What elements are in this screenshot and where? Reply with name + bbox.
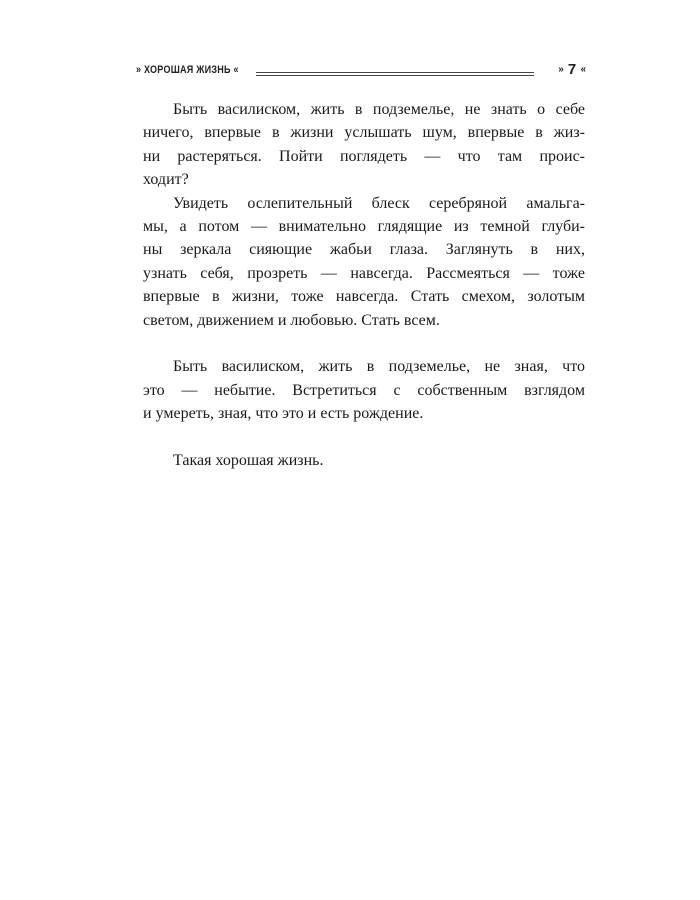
paragraph-gap (143, 332, 585, 355)
paragraph-3 (143, 355, 585, 425)
paragraph-line: впервые в жизни, тоже навсегда. Стать смехом, золотым (143, 288, 585, 306)
paragraph-line: ны зеркала сияющие жабьи глаза. Заглянуть в них, (143, 241, 585, 259)
running-head-rule (256, 72, 534, 76)
paragraph-line: и умереть, зная, что это и есть рождение. (143, 405, 424, 423)
paragraph-2 (143, 192, 585, 332)
paragraph-line: ходит? (143, 171, 189, 189)
paragraph-1 (143, 98, 585, 192)
running-head-title: » ХОРОШАЯ ЖИЗНЬ « (136, 64, 239, 76)
paragraph-4 (143, 449, 585, 472)
body-text (143, 98, 585, 472)
paragraph-gap (143, 426, 585, 449)
page-number-value: 7 (567, 61, 577, 78)
paragraph-line: светом, движением и любовью. Стать всем. (143, 311, 440, 329)
page-number (558, 61, 586, 78)
folio-ornament-left: » (558, 64, 564, 75)
paragraph-line: это –– небытие. Встретиться с собственным взглядом (143, 381, 585, 399)
paragraph-line: Быть василиском, жить в подземелье, не знать о себе (173, 101, 585, 118)
paragraph-line: ни растеряться. Пойти поглядеть –– что там проис- (143, 147, 585, 165)
folio-ornament-right: « (580, 64, 586, 75)
paragraph-line: Быть василиском, жить в подземелье, не зная, что (173, 358, 585, 376)
running-head (136, 62, 586, 84)
paragraph-line: Увидеть ослепительный блеск серебряной амальга- (173, 194, 585, 212)
paragraph-line: ничего, впервые в жизни услышать шум, впервые в жиз- (143, 124, 585, 142)
paragraph-line: Такая хорошая жизнь. (173, 452, 324, 470)
paragraph-line: узнать себя, прозреть –– навсегда. Рассмеяться –– тоже (143, 264, 585, 282)
paragraph-line: мы, а потом –– внимательно глядящие из темной глуби- (143, 218, 585, 236)
